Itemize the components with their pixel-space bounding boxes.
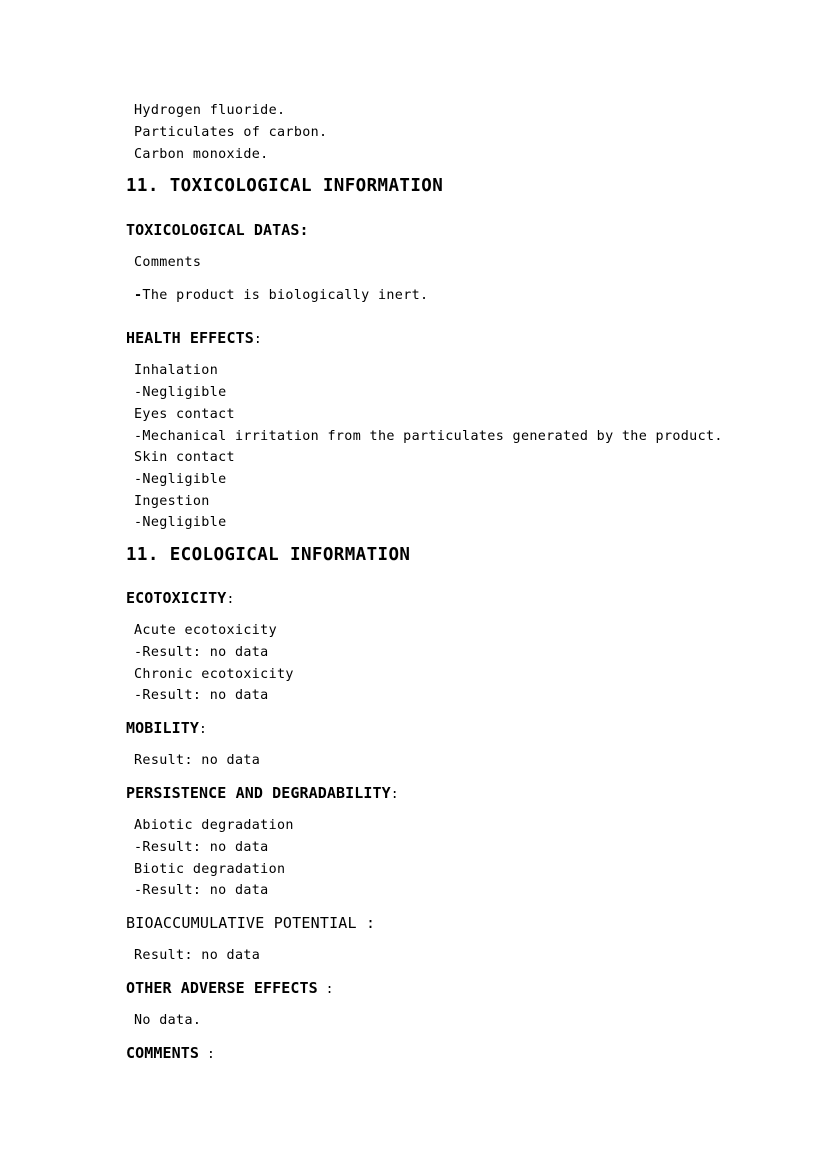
persistence-line: -Result: no data — [134, 840, 269, 855]
fire-product-line: Particulates of carbon. — [134, 125, 328, 140]
persistence-line: -Result: no data — [134, 883, 269, 898]
ecotoxicity-line: -Result: no data — [134, 645, 269, 660]
ecotoxicity-line: Acute ecotoxicity — [134, 623, 278, 638]
dash-bullet: - — [134, 288, 143, 303]
other-adverse-effects-heading-text: OTHER ADVERSE EFFECTS — [126, 979, 318, 997]
comment-line — [134, 289, 428, 302]
heading-colon: : — [253, 332, 262, 347]
ecotoxicity-heading-text: ECOTOXICITY — [126, 589, 227, 607]
heading-colon: : — [390, 787, 399, 802]
ecotoxicity-heading — [126, 591, 234, 606]
health-effects-heading — [126, 331, 262, 346]
heading-colon: : — [226, 592, 235, 607]
section-title-toxicological: 11. TOXICOLOGICAL INFORMATION — [126, 176, 444, 196]
health-effect-line: -Negligible — [134, 385, 227, 400]
comment-text: The product is biologically inert. — [142, 288, 429, 303]
ecotoxicity-line: Chronic ecotoxicity — [134, 667, 294, 682]
heading-colon: : — [199, 1047, 215, 1062]
health-effect-line: Inhalation — [134, 363, 219, 378]
health-effect-line: Skin contact — [134, 450, 235, 465]
health-effect-line: -Negligible — [134, 472, 227, 487]
persistence-line: Biotic degradation — [134, 862, 286, 877]
heading-colon: : — [199, 722, 207, 737]
heading-colon: : — [317, 982, 334, 997]
comments-heading-text: COMMENTS — [126, 1044, 200, 1062]
comments-label: Comments — [134, 255, 202, 270]
mobility-heading-text: MOBILITY — [126, 719, 200, 737]
health-effects-heading-text: HEALTH EFFECTS — [126, 329, 254, 347]
other-adverse-effects-text: No data. — [134, 1013, 202, 1028]
persistence-line: Abiotic degradation — [134, 818, 294, 833]
other-adverse-effects-heading — [126, 981, 334, 996]
health-effect-line: Eyes contact — [134, 407, 235, 422]
bioaccumulative-result: Result: no data — [134, 948, 261, 963]
bioaccumulative-heading: BIOACCUMULATIVE POTENTIAL : — [126, 914, 376, 932]
mobility-result: Result: no data — [134, 753, 261, 768]
fire-product-line: Hydrogen fluoride. — [134, 103, 286, 118]
health-effect-line: -Negligible — [134, 515, 227, 530]
health-effect-line: Ingestion — [134, 494, 210, 509]
comments-heading — [126, 1046, 215, 1061]
mobility-heading — [126, 721, 207, 736]
persistence-heading-text: PERSISTENCE AND DEGRADABILITY — [126, 784, 391, 802]
toxicological-datas-heading: TOXICOLOGICAL DATAS: — [126, 221, 309, 239]
persistence-heading — [126, 786, 399, 801]
section-title-ecological: 11. ECOLOGICAL INFORMATION — [126, 545, 411, 565]
ecotoxicity-line: -Result: no data — [134, 688, 269, 703]
fire-product-line: Carbon monoxide. — [134, 147, 269, 162]
health-effect-line: -Mechanical irritation from the particulates generated by the product. — [134, 429, 723, 444]
